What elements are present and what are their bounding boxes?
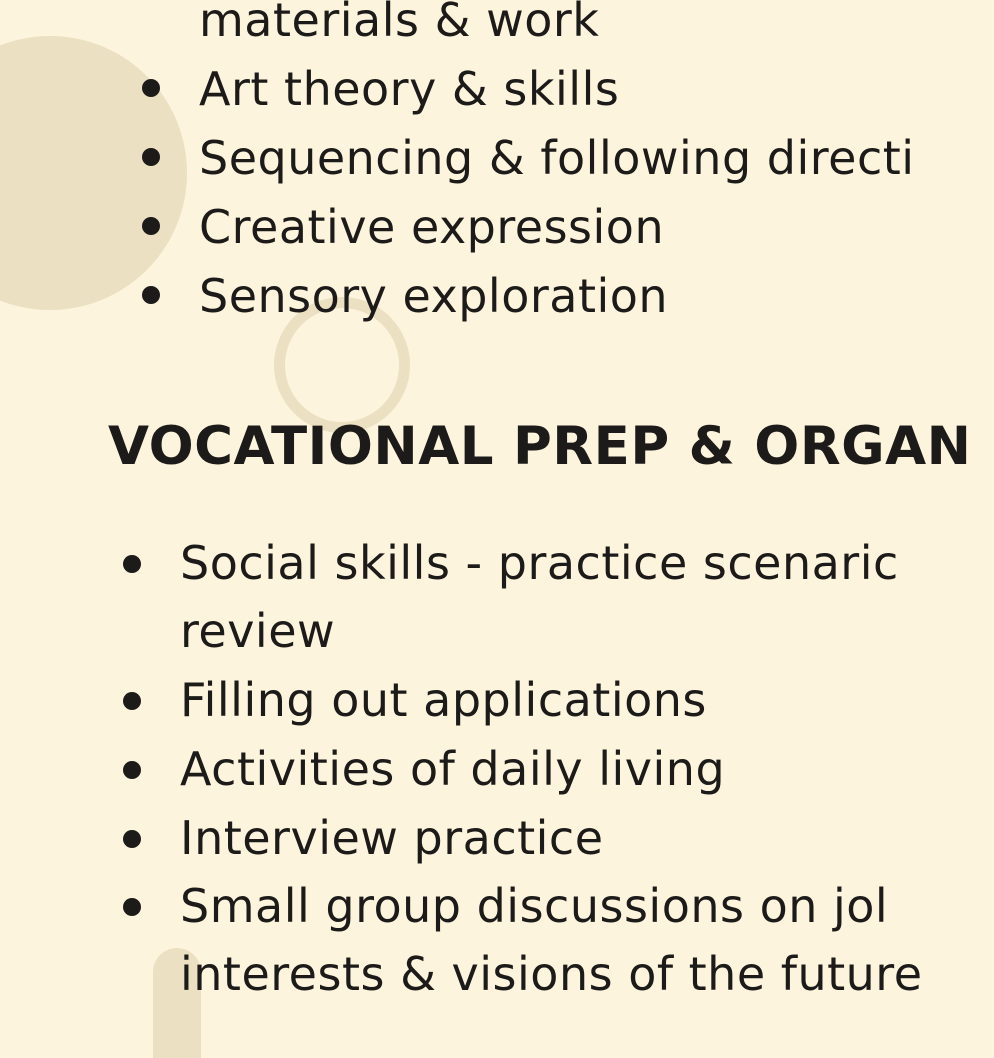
list-item-continuation: materials & work	[199, 0, 600, 47]
list-item: Small group discussions on jol	[180, 879, 889, 933]
list-item: Sequencing & following directi	[199, 131, 915, 185]
list-item: Social skills - practice scenaric	[180, 536, 899, 590]
bullet-dot	[123, 898, 141, 916]
list-item: Interview practice	[180, 811, 604, 865]
bullet-dot	[142, 79, 160, 97]
decorative-circle	[0, 36, 187, 310]
list-item: Art theory & skills	[199, 62, 620, 116]
bullet-dot	[142, 286, 160, 304]
list-item: Creative expression	[199, 200, 665, 254]
list-item-continuation: review	[180, 604, 336, 658]
bullet-dot	[123, 830, 141, 848]
bullet-dot	[123, 761, 141, 779]
list-item: Filling out applications	[180, 673, 707, 727]
list-item: Sensory exploration	[199, 269, 669, 323]
list-item: Activities of daily living	[180, 742, 726, 796]
bullet-dot	[142, 148, 160, 166]
bullet-dot	[123, 555, 141, 573]
list-item-continuation: interests & visions of the future	[180, 947, 923, 1001]
bullet-dot	[142, 217, 160, 235]
bullet-dot	[123, 692, 141, 710]
section-heading: VOCATIONAL PREP & ORGAN	[108, 416, 972, 477]
